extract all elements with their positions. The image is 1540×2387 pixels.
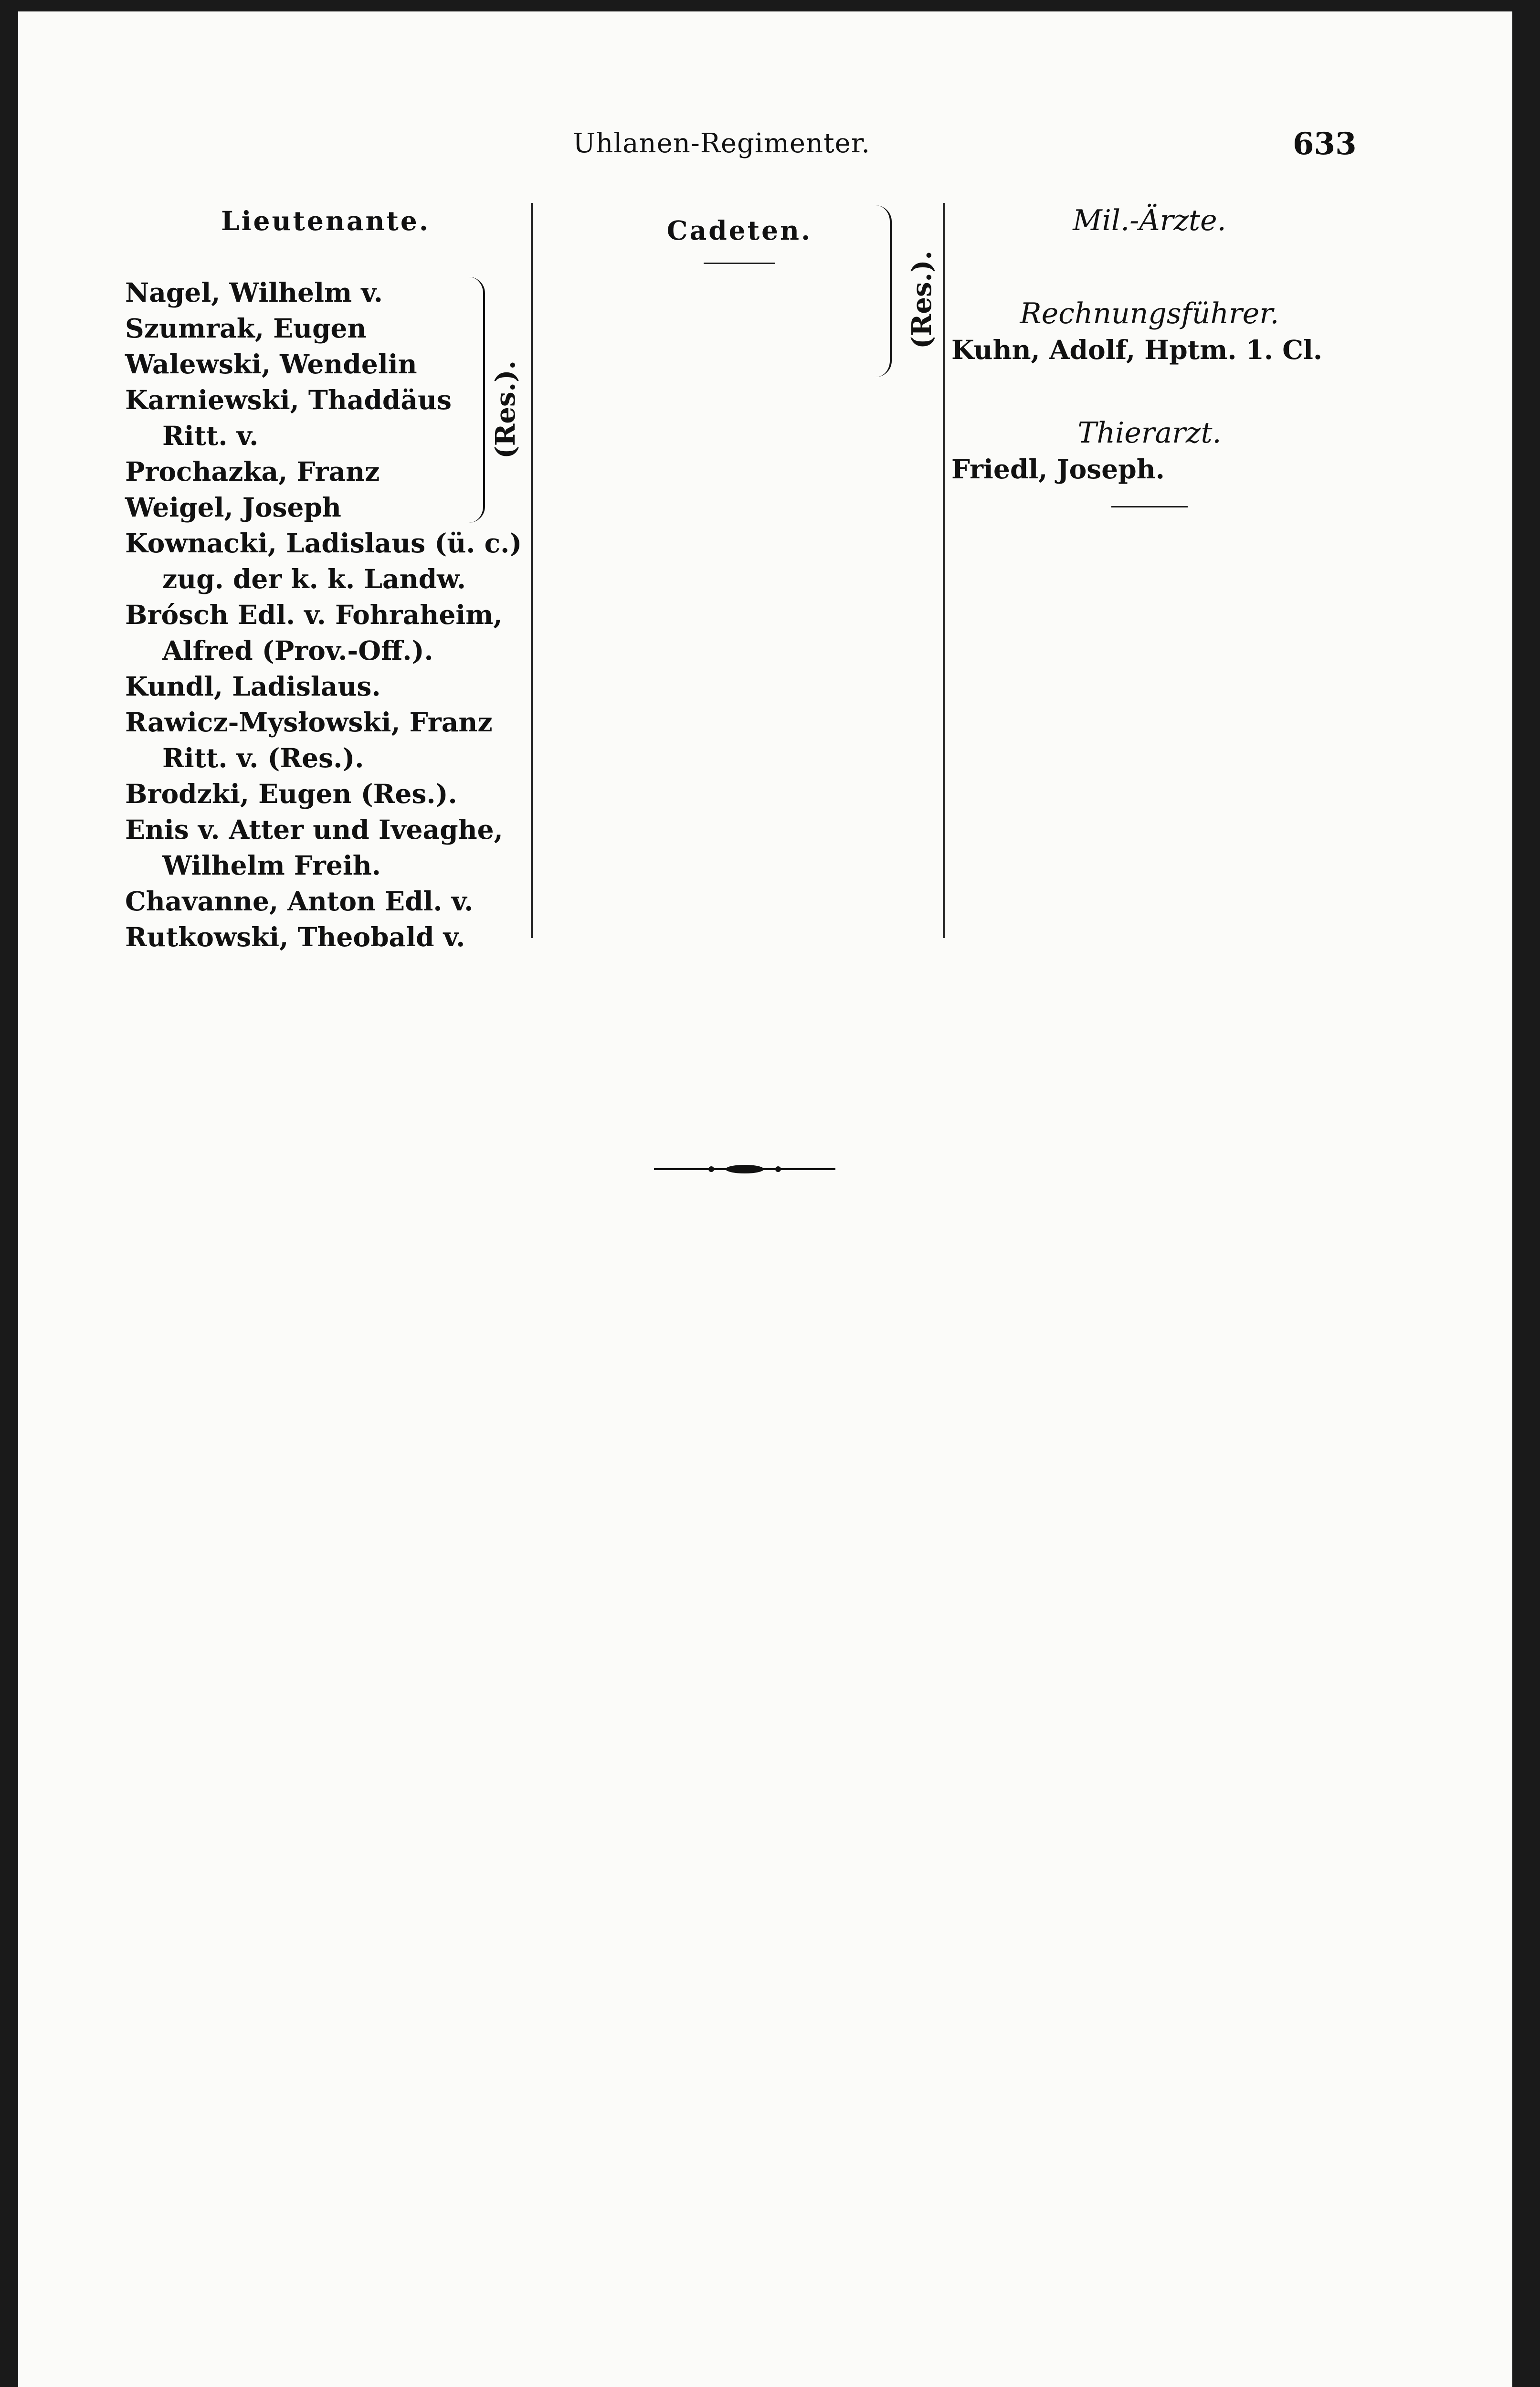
- entry-line: Rawicz-Mysłowski, Franz: [125, 707, 493, 738]
- page-header: [0, 128, 1540, 185]
- column-divider-right: [943, 203, 945, 938]
- entry-line: Kownacki, Ladislaus (ü. c.): [125, 528, 522, 559]
- column-divider-left: [531, 203, 533, 938]
- entry-line: Szumrak, Eugen: [125, 313, 367, 344]
- entry-line: Kundl, Ladislaus.: [125, 671, 381, 702]
- entry-continuation: Ritt. v. (Res.).: [162, 742, 364, 773]
- column-middle: [541, 203, 938, 349]
- short-rule: [1111, 506, 1188, 507]
- lieutenant-entry: [125, 275, 488, 310]
- reserve-brace: [469, 277, 485, 523]
- ornament-divider: [654, 1162, 835, 1176]
- running-head: Uhlanen-Regimenter.: [573, 128, 871, 159]
- entry-continuation: Wilhelm Freih.: [162, 850, 381, 881]
- cadets-heading: Cadeten.: [666, 215, 812, 246]
- entry-line: Chavanne, Anton Edl. v.: [125, 886, 474, 917]
- lieutenant-entry: [125, 454, 488, 489]
- lieutenant-entry: [125, 489, 488, 525]
- entry-continuation: Alfred (Prov.-Off.).: [162, 635, 433, 666]
- column-left: [125, 203, 526, 955]
- lieutenant-entry: [125, 310, 488, 346]
- entry-line: Weigel, Joseph: [125, 492, 341, 523]
- entry-line: Brósch Edl. v. Fohraheim,: [125, 599, 503, 630]
- short-rule: [704, 263, 775, 264]
- entry-continuation: zug. der k. k. Landw.: [162, 563, 466, 594]
- lieutenants-heading: Lieutenante.: [221, 205, 431, 236]
- lieutenant-entry: [125, 597, 526, 668]
- lieutenant-entry: [125, 525, 526, 597]
- reserve-label: (Res.).: [490, 360, 521, 459]
- lieutenant-entry: [125, 382, 488, 454]
- entry-line: Walewski, Wendelin: [125, 349, 417, 380]
- accountant-entry: Kuhn, Adolf, Hptm. 1. Cl.: [951, 334, 1323, 365]
- reserve-group-left: [125, 275, 521, 525]
- entry-line: Nagel, Wilhelm v.: [125, 277, 383, 308]
- accountant-heading: Rechnungsführer.: [1020, 297, 1279, 330]
- reserve-brace: [875, 205, 892, 377]
- entry-line: Karniewski, Thaddäus: [125, 384, 452, 415]
- entry-line: Enis v. Atter und Iveaghe,: [125, 814, 503, 845]
- entry-line: Rutkowski, Theobald v.: [125, 921, 465, 952]
- lieutenant-entry: [125, 776, 526, 812]
- entry-line: Prochazka, Franz: [125, 456, 380, 487]
- lieutenant-entry: [125, 704, 526, 776]
- lieutenant-entry: [125, 812, 526, 883]
- reserve-label: (Res.).: [906, 251, 938, 349]
- doctors-heading: Mil.-Ärzte.: [1073, 204, 1226, 237]
- lieutenant-entry: [125, 346, 488, 382]
- lieutenant-entry: [125, 883, 526, 919]
- lieutenant-entry: [125, 919, 526, 955]
- vet-heading: Thierarzt.: [1077, 416, 1222, 450]
- entry-line: Brodzki, Eugen (Res.).: [125, 778, 457, 809]
- vet-entry: Friedl, Joseph.: [951, 454, 1165, 485]
- lieutenant-entry: [125, 668, 526, 704]
- column-right: [951, 203, 1348, 536]
- entry-continuation: Ritt. v.: [162, 420, 259, 451]
- page-number: 633: [1293, 126, 1357, 162]
